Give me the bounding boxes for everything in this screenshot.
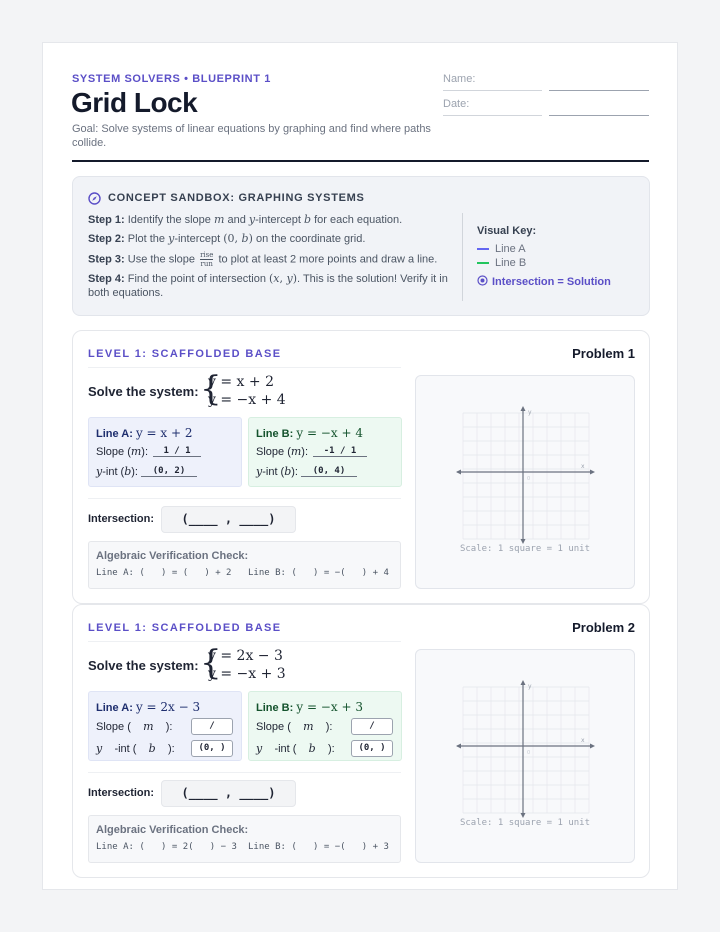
verify-line-a: Line A: ( ) = ( ) + 2 — [96, 568, 232, 578]
card-divider — [88, 498, 401, 499]
step-1-label: Step 1: — [88, 214, 125, 226]
verification-title: Algebraic Verification Check: — [96, 550, 249, 562]
concept-sandbox — [72, 176, 650, 316]
yint-label: y -int ( b ): — [256, 742, 335, 755]
card-divider — [88, 641, 401, 642]
system-brace: { — [200, 643, 222, 683]
yint-answer[interactable]: (0, 2) — [141, 466, 197, 477]
verify-line-a: Line A: ( ) = 2( ) − 3 — [96, 842, 237, 852]
worksheet-page — [42, 42, 678, 890]
card-divider — [88, 367, 401, 368]
slope-label: Slope ( m ): — [96, 720, 173, 733]
yint-answer[interactable]: (0, 4) — [301, 466, 357, 477]
svg-text:x: x — [581, 463, 585, 470]
solve-label: Solve the system: — [88, 384, 199, 399]
verify-line-b: Line B: ( ) = −( ) + 4 — [248, 568, 389, 578]
step-4: Step 4: Find the point of intersection (x, y). This is the solution! Verify it in both equations. — [88, 272, 448, 299]
compass-icon — [88, 192, 101, 205]
target-icon — [477, 275, 488, 286]
line-b-box — [248, 417, 402, 487]
step-1: Step 1: Identify the slope m and y-intercept b for each equation. — [88, 213, 403, 226]
slope-answer[interactable]: / — [191, 718, 233, 735]
name-field[interactable] — [549, 90, 649, 91]
step-4-label: Step 4: — [88, 273, 125, 285]
grid-svg — [456, 680, 596, 820]
line-b-equation: y = −x + 3 — [296, 700, 363, 714]
grid-scale-label: Scale: 1 square = 1 unit — [459, 818, 591, 828]
header-rule — [72, 160, 649, 162]
date-label: Date: — [443, 98, 470, 110]
slope-label: Slope (m): — [96, 445, 149, 458]
yint-label: y-int (b): — [256, 465, 298, 478]
concept-title: CONCEPT SANDBOX: GRAPHING SYSTEMS — [108, 192, 365, 204]
name-divider — [443, 90, 542, 91]
slope-answer[interactable]: -1 / 1 — [313, 446, 367, 457]
slope-label: Slope ( m ): — [256, 720, 333, 733]
key-line-a-label: Line A — [495, 243, 526, 255]
grid-scale-label: Scale: 1 square = 1 unit — [459, 544, 591, 554]
system-eq-2: y = −x + 3 — [208, 666, 286, 682]
system-eq-1: y = x + 2 — [208, 374, 274, 390]
page-title: Grid Lock — [71, 87, 198, 118]
line-a-label: Line A: — [96, 428, 133, 440]
line-b-heading — [256, 700, 363, 714]
system-brace: { — [200, 369, 222, 409]
line-b-label: Line B: — [256, 428, 294, 440]
line-b-box — [248, 691, 402, 761]
grid-svg — [456, 406, 596, 546]
intersection-label: Intersection: — [88, 513, 155, 525]
yint-label: y -int ( b ): — [96, 742, 175, 755]
yint-answer[interactable]: (0, ) — [191, 740, 233, 757]
intersection-answer[interactable]: (____ , ____) — [161, 506, 296, 533]
intersection-answer[interactable]: (____ , ____) — [161, 780, 296, 807]
problem-card-2 — [72, 604, 650, 878]
key-intersection-label: Intersection = Solution — [492, 276, 611, 288]
level-label: LEVEL 1: SCAFFOLDED BASE — [88, 348, 282, 360]
line-a-swatch — [477, 248, 489, 250]
step-2-label: Step 2: — [88, 233, 125, 245]
series-label: SYSTEM SOLVERS • BLUEPRINT 1 — [72, 73, 271, 85]
step-3: Step 3: Use the slope rise run to plot at least 2 more points and draw a line. — [88, 251, 438, 268]
key-divider — [462, 213, 463, 301]
slope-answer[interactable]: / — [351, 718, 393, 735]
key-line-b — [477, 257, 526, 269]
verification-box — [88, 541, 401, 589]
date-field[interactable] — [549, 115, 649, 116]
problem-number: Problem 1 — [572, 346, 635, 361]
visual-key-title: Visual Key: — [477, 225, 537, 237]
name-label: Name: — [443, 73, 476, 85]
intersection-label: Intersection: — [88, 787, 155, 799]
svg-text:y: y — [528, 409, 532, 416]
problem-card-1 — [72, 330, 650, 604]
line-a-label: Line A: — [96, 702, 133, 714]
slope-answer[interactable]: 1 / 1 — [153, 446, 201, 457]
line-b-swatch — [477, 262, 489, 264]
svg-text:0: 0 — [527, 750, 531, 756]
svg-text:y: y — [528, 683, 532, 690]
line-b-heading — [256, 426, 363, 440]
solve-label: Solve the system: — [88, 658, 199, 673]
svg-text:x: x — [581, 737, 585, 744]
line-b-label: Line B: — [256, 702, 294, 714]
goal-text: Goal: Solve systems of linear equations by graphing and find where paths collide. — [72, 123, 431, 149]
line-a-equation: y = 2x − 3 — [135, 700, 201, 714]
verification-title: Algebraic Verification Check: — [96, 824, 249, 836]
yint-label: y-int (b): — [96, 465, 138, 478]
verification-box — [88, 815, 401, 863]
card-divider — [88, 772, 401, 773]
date-divider — [443, 115, 542, 116]
key-line-b-label: Line B — [495, 257, 527, 269]
slope-label: Slope (m): — [256, 445, 309, 458]
system-eq-1: y = 2x − 3 — [208, 648, 283, 664]
system-eq-2: y = −x + 4 — [208, 392, 286, 408]
coordinate-grid[interactable] — [415, 375, 635, 589]
verify-line-b: Line B: ( ) = −( ) + 3 — [248, 842, 389, 852]
line-a-box — [88, 691, 242, 761]
key-line-a — [477, 243, 526, 255]
coordinate-grid[interactable] — [415, 649, 635, 863]
svg-text:0: 0 — [527, 476, 531, 482]
step-2: Step 2: Plot the y-intercept (0, b) on the coordinate grid. — [88, 232, 366, 245]
line-a-box — [88, 417, 242, 487]
line-a-heading — [96, 700, 200, 714]
level-label: LEVEL 1: SCAFFOLDED BASE — [88, 622, 282, 634]
line-b-equation: y = −x + 4 — [296, 426, 363, 440]
problem-number: Problem 2 — [572, 620, 635, 635]
yint-answer[interactable]: (0, ) — [351, 740, 393, 757]
line-a-heading — [96, 426, 193, 440]
key-intersection — [477, 275, 611, 288]
line-a-equation: y = x + 2 — [135, 426, 193, 440]
step-3-label: Step 3: — [88, 253, 125, 266]
